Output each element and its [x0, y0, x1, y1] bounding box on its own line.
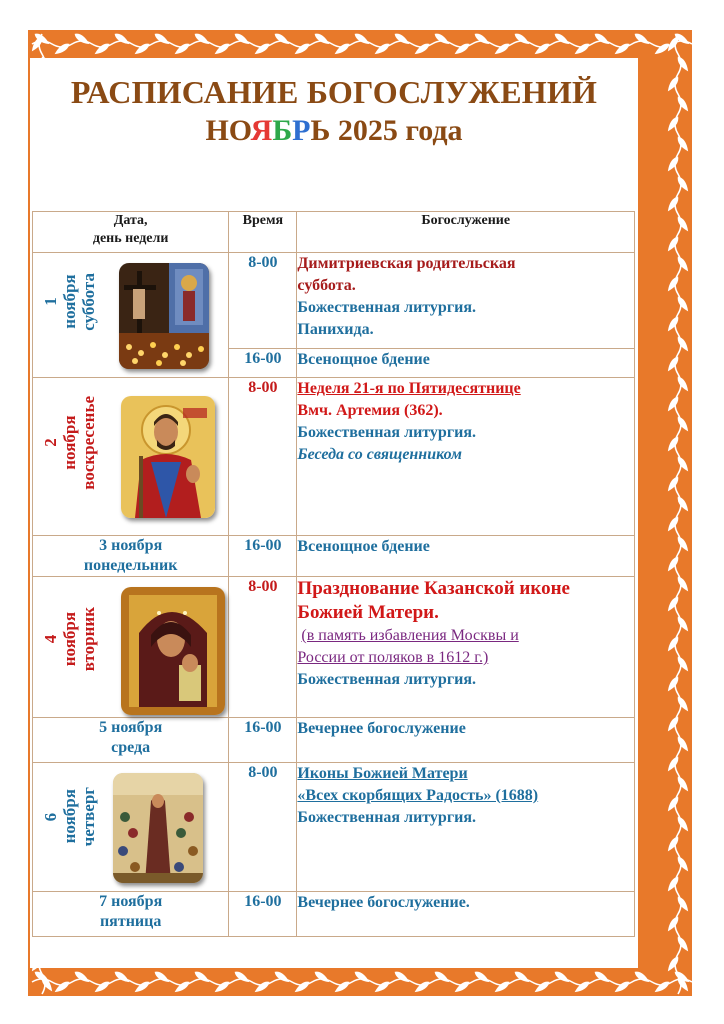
header-date: Дата, день недели	[33, 212, 229, 253]
weekday-name: вторник	[78, 607, 98, 672]
table-row	[33, 536, 635, 577]
service-line: Празднование Казанской иконе	[297, 578, 570, 599]
date-cell	[33, 718, 229, 763]
time-cell: 16-00	[229, 718, 297, 763]
weekday-name: среда	[111, 739, 151, 756]
day-number: 6	[40, 812, 60, 821]
weekday-name: пятница	[99, 913, 162, 930]
subtitle-part: 2025 года	[330, 114, 463, 147]
time-cell: 8-00	[229, 577, 297, 718]
time-cell: 16-00	[229, 536, 297, 577]
subtitle-part: Я	[250, 114, 273, 147]
service-line: суббота.	[297, 277, 356, 294]
table-row	[33, 253, 635, 349]
date-cell	[33, 378, 229, 536]
subtitle-part: Р	[292, 114, 311, 147]
month-name: ноября	[59, 415, 79, 471]
content-area	[30, 58, 638, 968]
schedule-table	[32, 211, 635, 937]
header-time: Время	[229, 212, 297, 253]
table-row	[33, 892, 635, 937]
month-name: ноября	[59, 611, 79, 667]
page-subtitle	[30, 114, 638, 148]
table-row	[33, 378, 635, 536]
date-cell	[33, 253, 229, 378]
date-cell	[33, 536, 229, 577]
service-cell	[297, 536, 635, 577]
service-line: (в память избавления Москвы и	[301, 627, 519, 644]
service-line: Всенощное бдение	[297, 538, 430, 555]
date-line: 7 ноября	[99, 893, 163, 910]
table-row	[33, 577, 635, 718]
service-line: Всенощное бдение	[297, 351, 430, 368]
subtitle-part: Б	[272, 114, 293, 147]
time-cell: 8-00	[229, 763, 297, 892]
subtitle-part: Ь	[310, 114, 331, 147]
day-number: 2	[40, 438, 60, 448]
service-cell	[297, 253, 635, 349]
service-cell	[297, 763, 635, 892]
service-line: Божественная литургия.	[297, 671, 476, 688]
time-cell: 8-00	[229, 378, 297, 536]
crucifix-icon	[119, 263, 209, 369]
service-line: Божественная литургия.	[297, 809, 476, 826]
service-cell	[297, 349, 635, 378]
service-cell	[297, 378, 635, 536]
saint-artemius-icon	[121, 396, 215, 518]
service-line: Беседа со священником	[297, 446, 462, 463]
kazan-theotokos-icon	[121, 587, 225, 715]
service-line: Димитриевская родительская	[297, 255, 516, 272]
service-line: Божественная литургия.	[297, 299, 476, 316]
service-line: Вечернее богослужение.	[297, 894, 470, 911]
header-service: Богослужение	[297, 212, 635, 253]
table-header-row	[33, 212, 635, 253]
date-cell	[33, 892, 229, 937]
service-line: Панихида.	[297, 321, 374, 338]
weekday-name: воскресенье	[78, 396, 98, 490]
table-row	[33, 763, 635, 892]
service-line: Божественная литургия.	[297, 424, 476, 441]
service-cell	[297, 892, 635, 937]
day-number: 1	[40, 297, 60, 307]
month-name: ноября	[59, 789, 79, 844]
table-row	[33, 718, 635, 763]
service-cell	[297, 577, 635, 718]
date-cell	[33, 577, 229, 718]
time-cell: 16-00	[229, 349, 297, 378]
service-line: Неделя 21-я по Пятидесятнице	[297, 380, 521, 397]
service-line: «Всех скорбящих Радость» (1688)	[297, 787, 539, 804]
joy-of-all-who-sorrow-icon	[113, 773, 203, 883]
date-line: 5 ноября	[99, 719, 163, 736]
service-cell	[297, 718, 635, 763]
month-name: ноября	[59, 274, 79, 330]
weekday-name: суббота	[78, 273, 98, 331]
weekday-name: понедельник	[83, 557, 178, 574]
service-line: Вмч. Артемия (362).	[297, 402, 443, 419]
time-cell: 16-00	[229, 892, 297, 937]
subtitle-part: НО	[205, 114, 251, 147]
weekday-name: четверг	[78, 787, 98, 847]
service-line: Вечернее богослужение	[297, 720, 466, 737]
service-line: Божией Матери.	[297, 602, 439, 623]
service-line: Иконы Божией Матери	[297, 765, 468, 782]
day-number: 4	[40, 634, 60, 644]
service-line: России от поляков в 1612 г.)	[297, 649, 489, 666]
date-line: 3 ноября	[99, 537, 163, 554]
date-cell	[33, 763, 229, 892]
page-title: РАСПИСАНИЕ БОГОСЛУЖЕНИЙ	[70, 74, 598, 110]
time-cell: 8-00	[229, 253, 297, 349]
